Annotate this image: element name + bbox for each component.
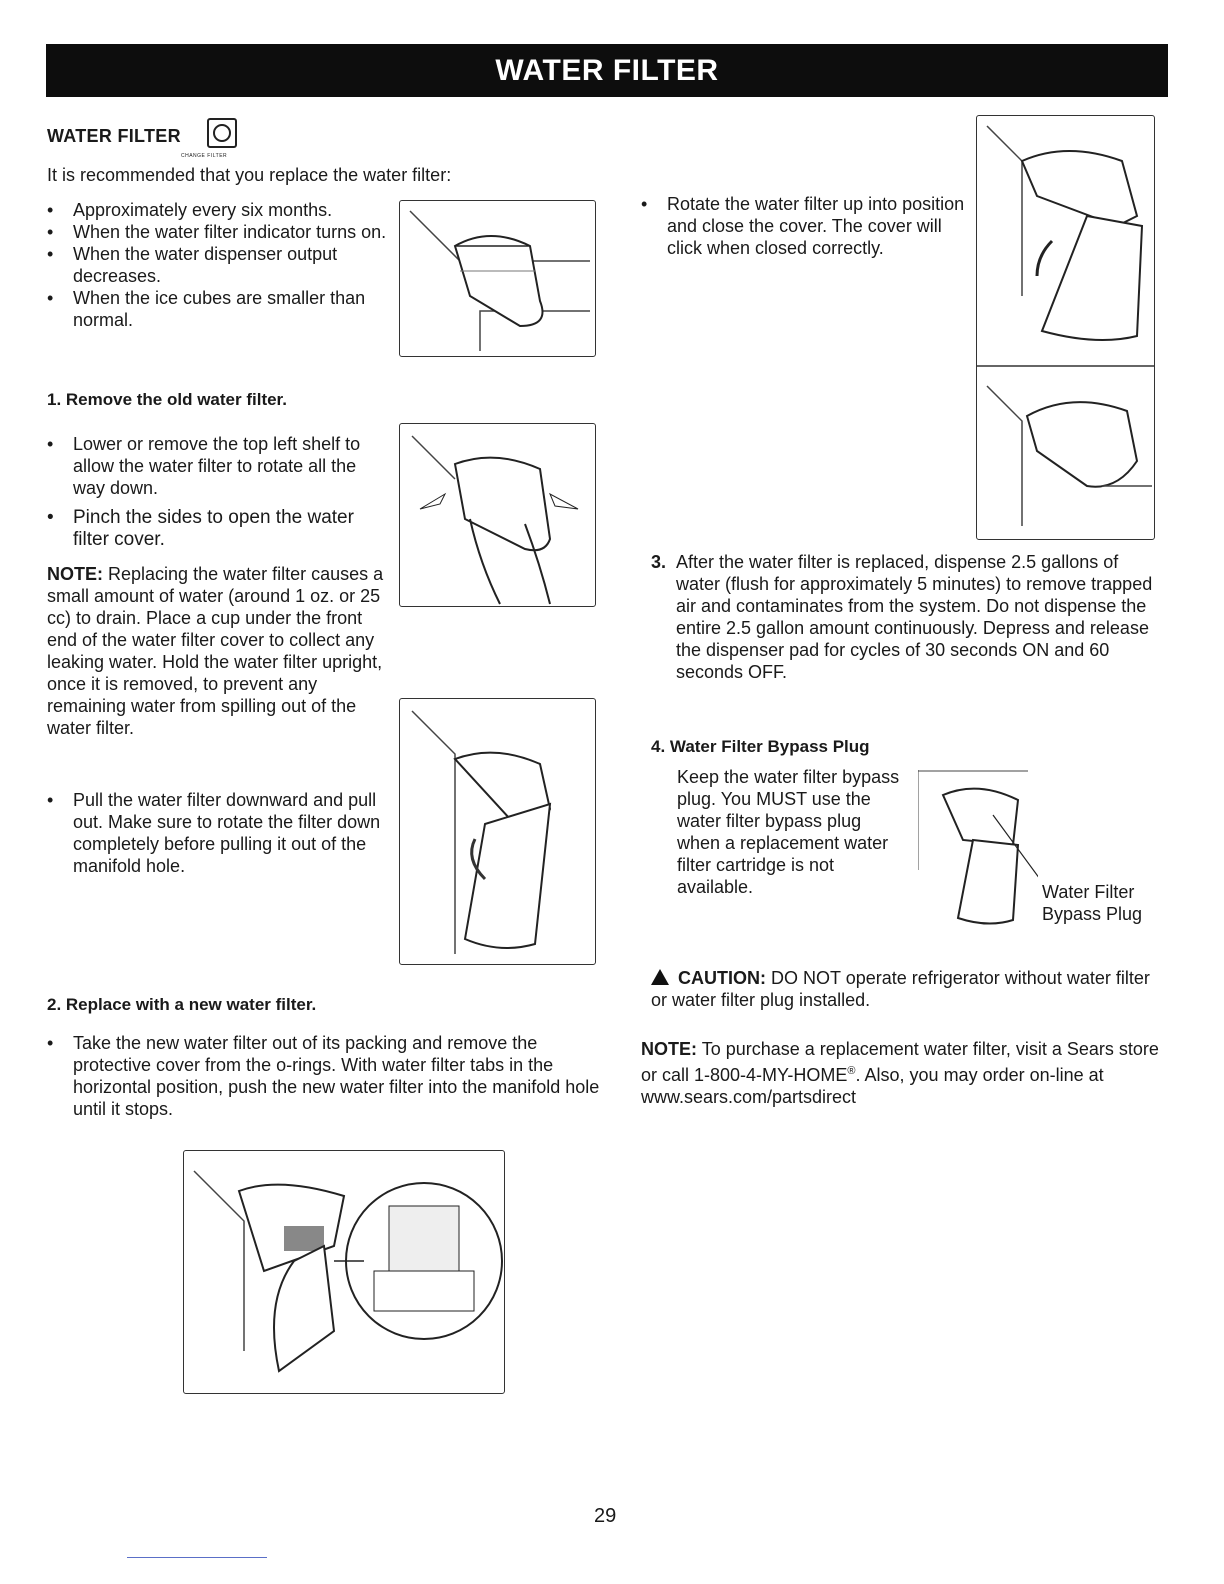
purchase-note — [641, 1038, 1161, 1108]
list-item: • Pull the water filter downward and pull out. Make sure to rotate the filter down completely before pulling it out of the manifold hole. — [47, 789, 392, 877]
list-item: • When the water dispenser output decreases. — [47, 243, 387, 287]
note-text: Replacing the water filter causes a small amount of water (around 1 oz. or 25 cc) to drain. Place a cup under the front end of the water filter cover to collect any leaking water. Hold the water filter upright, once it is removed, to prevent any remaining water from spilling out of the water filter. — [47, 564, 384, 738]
step4-text: Keep the water filter bypass plug. You MUST use the water filter bypass plug when a replacement water filter cartridge is not available. — [677, 767, 900, 897]
note-label: NOTE: — [47, 564, 103, 584]
change-filter-caption: CHANGE FILTER — [181, 153, 228, 159]
figure-filter-location — [399, 200, 596, 357]
list-item: • Approximately every six months. — [47, 199, 387, 221]
bypass-plug-callout — [1042, 881, 1167, 925]
callout-line: Bypass Plug — [1042, 904, 1143, 924]
registered-mark: ® — [847, 1065, 856, 1077]
list-item: • Take the new water filter out of its packing and remove the protective cover from the o-rings. With water filter tabs in the horizontal position, push the new water filter into the manifold hole until it stops. — [47, 1032, 602, 1120]
section-heading-text: WATER FILTER — [47, 126, 181, 146]
list-item: • Rotate the water filter up into position and close the cover. The cover will click when closed correctly. — [641, 193, 971, 259]
note-text-after: . Also, you may order on-line at www.sears.com/partsdirect — [641, 1065, 1104, 1107]
step1-list-a — [47, 433, 387, 551]
figure-insert-filter — [183, 1150, 505, 1394]
step2-title: 2. Replace with a new water filter. — [47, 995, 317, 1014]
page-number: 29 — [594, 1505, 617, 1527]
step3-text: After the water filter is replaced, dispense 2.5 gallons of water (flush for approximately 5 minutes) to remove trapped air and contaminates from the system. Do not dispense the entire 2.5 gallon amount continuously. Depress and release the dispenser pad for cycles of 30 seconds ON and 60 seconds OFF. — [676, 552, 1153, 682]
figure-rotate-up — [976, 115, 1155, 540]
footer-divider — [127, 1557, 267, 1558]
note-label: NOTE: — [641, 1039, 697, 1059]
note-text: To purchase a replacement water filter, visit a Sears store or call 1-800-4-MY-HOME — [641, 1039, 1159, 1085]
change-filter-icon — [207, 118, 237, 148]
caution-text: DO NOT operate refrigerator without water filter or water filter plug installed. — [651, 968, 1150, 1010]
step3-number: 3. — [651, 552, 667, 572]
step2-rotate-list — [641, 193, 971, 259]
figure-bypass-plug — [918, 770, 1038, 930]
step1-title: 1. Remove the old water filter. — [47, 390, 287, 409]
warning-icon — [651, 969, 669, 985]
step4-title: 4. Water Filter Bypass Plug — [651, 737, 870, 756]
caution-block — [651, 967, 1151, 1011]
list-item: • Lower or remove the top left shelf to allow the water filter to rotate all the way down. — [47, 433, 387, 499]
section-heading — [47, 126, 181, 147]
step1-note — [47, 563, 392, 739]
step3-block — [651, 551, 1166, 683]
list-item: • When the ice cubes are smaller than normal. — [47, 287, 387, 331]
step1-list-b — [47, 789, 392, 877]
page-banner: WATER FILTER — [46, 44, 1168, 97]
callout-line: Water Filter — [1042, 882, 1135, 902]
caution-label: CAUTION: — [678, 968, 767, 988]
intro-text: It is recommended that you replace the water filter: — [47, 165, 452, 185]
step2-list — [47, 1032, 602, 1120]
list-item: • Pinch the sides to open the water filter cover. — [47, 507, 387, 551]
figure-pinch-cover — [399, 423, 596, 607]
replace-reasons-list — [47, 199, 387, 331]
figure-pull-filter — [399, 698, 596, 965]
list-item: • When the water filter indicator turns on. — [47, 221, 387, 243]
